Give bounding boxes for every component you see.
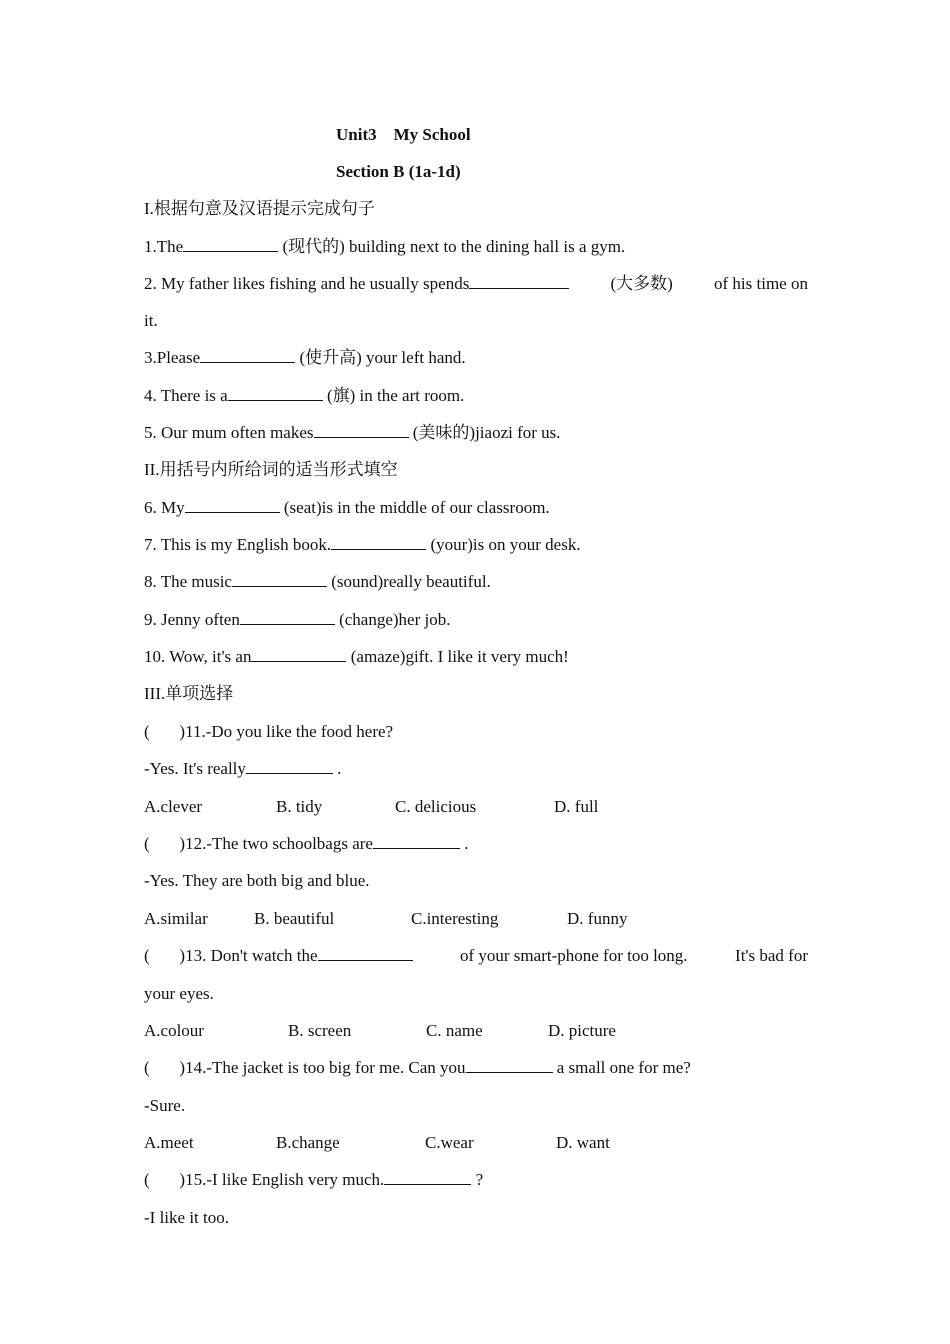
question-10: 10. Wow, it's an (amaze)gift. I like it very much!	[144, 647, 569, 666]
option-c[interactable]: C. delicious	[395, 797, 477, 816]
answer-blank[interactable]	[185, 497, 280, 513]
option-a[interactable]: A.clever	[144, 797, 203, 816]
option-a[interactable]: A.similar	[144, 909, 208, 928]
question-5: 5. Our mum often makes (美味的)jiaozi for us.	[144, 423, 561, 442]
option-b[interactable]: B.change	[276, 1133, 340, 1152]
question-3: 3.Please (使升高) your left hand.	[144, 348, 466, 367]
page-subtitle: Section B (1a-1d)	[336, 162, 461, 181]
option-d[interactable]: D. want	[556, 1133, 610, 1152]
answer-blank[interactable]	[183, 236, 278, 252]
question-13-continued: your eyes.	[144, 984, 214, 1003]
answer-blank[interactable]	[240, 609, 335, 625]
option-b[interactable]: B. tidy	[276, 797, 323, 816]
question-12-reply: -Yes. They are both big and blue.	[144, 871, 370, 890]
question-2-continued: it.	[144, 311, 158, 330]
option-a[interactable]: A.meet	[144, 1133, 194, 1152]
answer-blank[interactable]	[251, 646, 346, 662]
answer-blank[interactable]	[246, 758, 333, 774]
answer-blank[interactable]	[331, 534, 426, 550]
question-12: ( )12.-The two schoolbags are .	[144, 834, 469, 853]
question-4: 4. There is a (旗) in the art room.	[144, 386, 465, 405]
section-3-heading: III.单项选择	[144, 684, 234, 703]
answer-blank[interactable]	[232, 571, 327, 587]
answer-blank[interactable]	[469, 273, 569, 289]
question-14-reply: -Sure.	[144, 1096, 186, 1115]
answer-blank[interactable]	[384, 1169, 471, 1185]
option-c[interactable]: C.interesting	[411, 909, 499, 928]
question-6: 6. My (seat)is in the middle of our classroom.	[144, 498, 550, 517]
answer-blank[interactable]	[314, 422, 409, 438]
question-11-reply: -Yes. It's really .	[144, 759, 342, 778]
question-9: 9. Jenny often (change)her job.	[144, 610, 451, 629]
option-c[interactable]: C. name	[426, 1021, 483, 1040]
answer-blank[interactable]	[373, 833, 460, 849]
answer-blank[interactable]	[228, 385, 323, 401]
answer-blank[interactable]	[318, 945, 413, 961]
section-1-heading: I.根据句意及汉语提示完成句子	[144, 199, 375, 218]
section-2-heading: II.用括号内所给词的适当形式填空	[144, 460, 398, 479]
page-title: Unit3 My School	[336, 125, 471, 144]
question-8: 8. The music (sound)really beautiful.	[144, 572, 491, 591]
question-1: 1.The (现代的) building next to the dining hall is a gym.	[144, 237, 626, 256]
option-b[interactable]: B. screen	[288, 1021, 352, 1040]
question-11: ( )11.-Do you like the food here?	[144, 722, 394, 741]
option-b[interactable]: B. beautiful	[254, 909, 335, 928]
option-a[interactable]: A.colour	[144, 1021, 204, 1040]
option-c[interactable]: C.wear	[425, 1133, 474, 1152]
answer-blank[interactable]	[200, 347, 295, 363]
question-13: ( )13. Don't watch the of your smart-phone for too long. It's bad for	[144, 946, 808, 965]
question-15: ( )15.-I like English very much. ?	[144, 1170, 484, 1189]
question-14: ( )14.-The jacket is too big for me. Can you a small one for me?	[144, 1058, 691, 1077]
option-d[interactable]: D. full	[554, 797, 599, 816]
option-d[interactable]: D. picture	[548, 1021, 616, 1040]
option-d[interactable]: D. funny	[567, 909, 628, 928]
question-15-reply: -I like it too.	[144, 1208, 229, 1227]
question-2: 2. My father likes fishing and he usually spends (大多数) of his time on	[144, 274, 808, 293]
question-7: 7. This is my English book. (your)is on your desk.	[144, 535, 581, 554]
answer-blank[interactable]	[466, 1057, 553, 1073]
